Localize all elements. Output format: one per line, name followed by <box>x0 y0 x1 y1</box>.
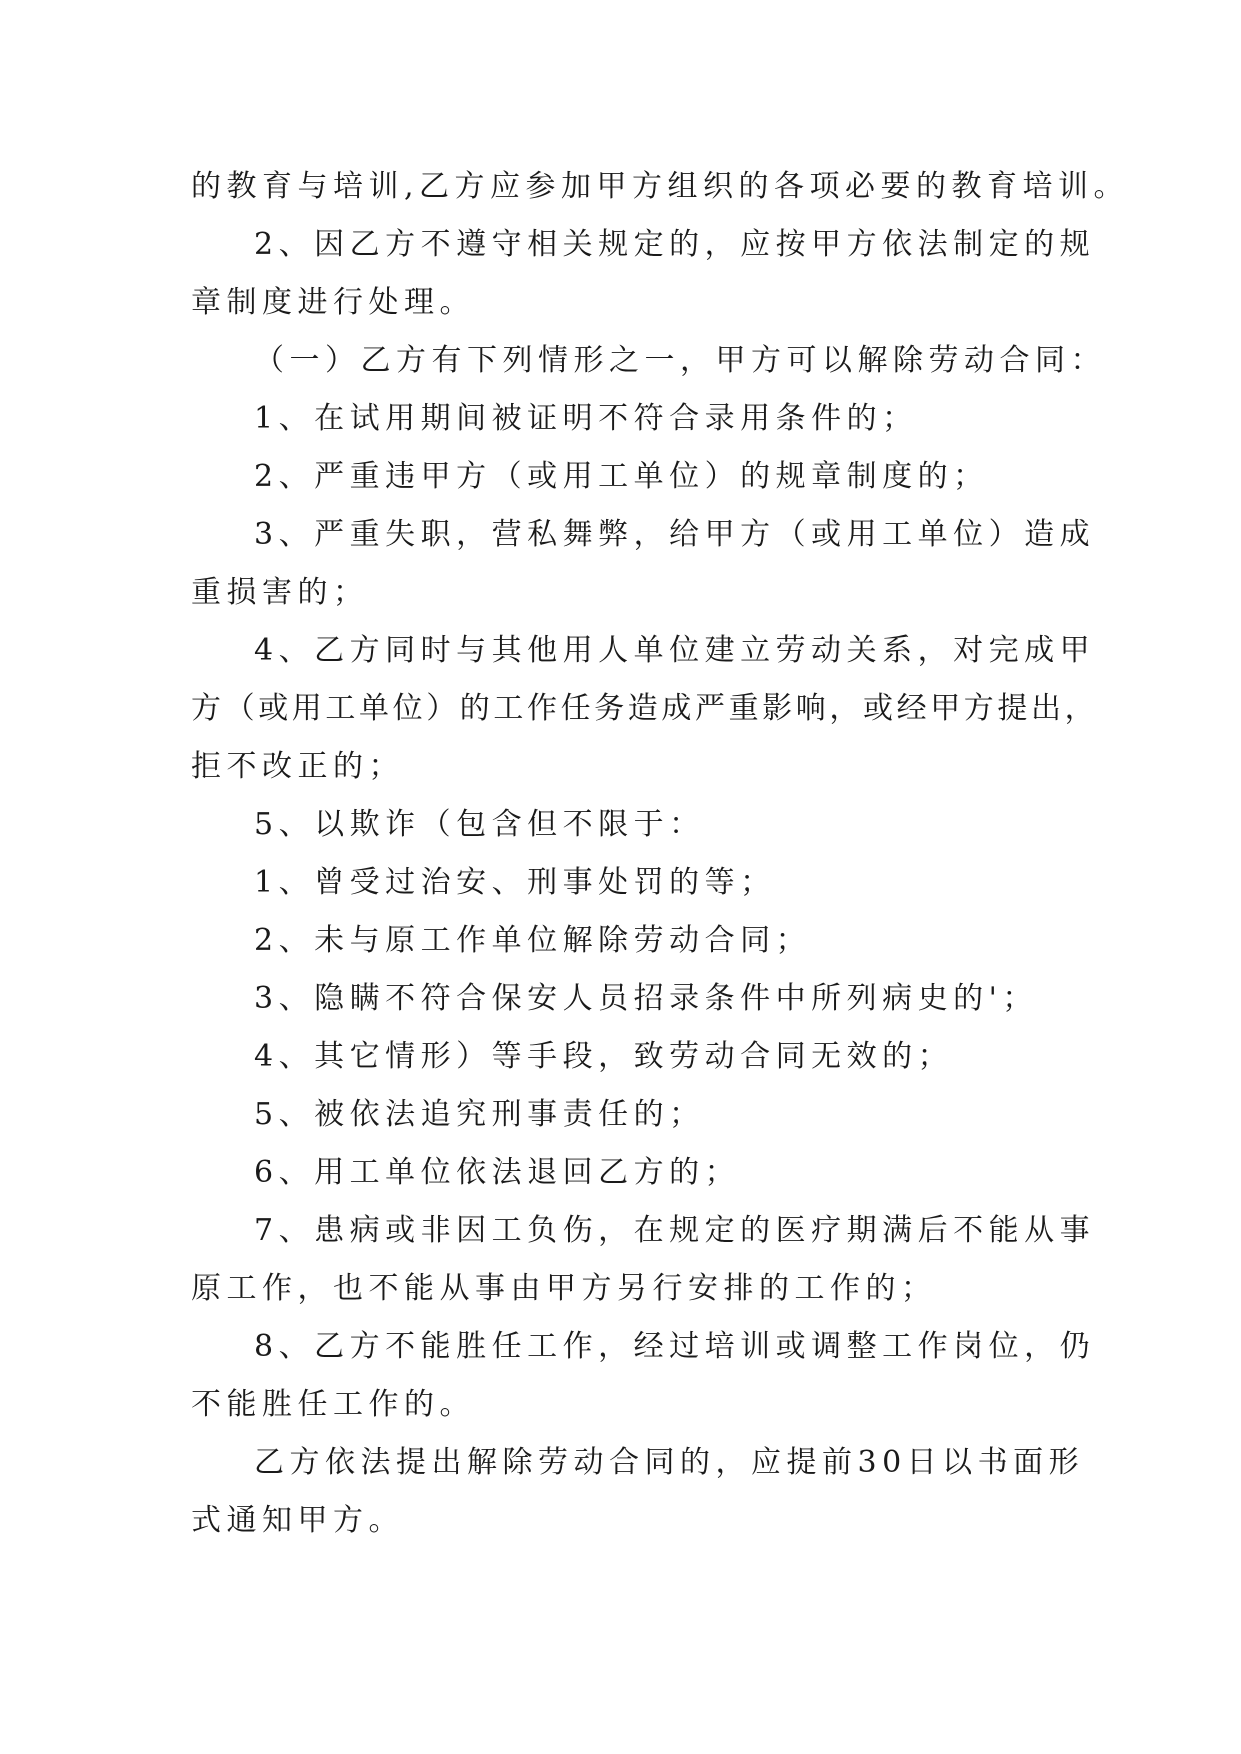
list-item: 4、乙方同时与其他用人单位建立劳动关系，对完成甲 <box>254 633 1096 668</box>
text-line: 乙方依法提出解除劳动合同的，应提前30日以书面形 <box>254 1445 1085 1480</box>
list-item: 5、被依法追究刑事责任的； <box>254 1097 705 1132</box>
list-item: 2、未与原工作单位解除劳动合同； <box>254 923 812 958</box>
list-item: 3、隐瞒不符合保安人员招录条件中所列病史的'； <box>254 981 1038 1016</box>
text-line: 的教育与培训,乙方应参加甲方组织的各项必要的教育培训。 <box>191 169 1130 204</box>
list-item: 2、严重违甲方（或用工单位）的规章制度的； <box>254 459 989 494</box>
text-line: 式通知甲方。 <box>191 1503 404 1538</box>
list-item: 8、乙方不能胜任工作，经过培训或调整工作岗位，仍 <box>254 1329 1096 1364</box>
section-heading: （一）乙方有下列情形之一，甲方可以解除劳动合同： <box>254 343 1106 378</box>
document-body <box>191 158 1130 1550</box>
text-line: 拒不改正的； <box>191 749 404 784</box>
list-item: 3、严重失职，营私舞弊，给甲方（或用工单位）造成 <box>254 517 1096 552</box>
list-item: 7、患病或非因工负伤，在规定的医疗期满后不能从事 <box>254 1213 1096 1248</box>
list-item: 4、其它情形）等手段，致劳动合同无效的； <box>254 1039 954 1074</box>
text-line: 章制度进行处理。 <box>191 285 475 320</box>
text-line: 方（或用工单位）的工作任务造成严重影响，或经甲方提出， <box>191 691 1099 726</box>
list-item: 6、用工单位依法退回乙方的； <box>254 1155 741 1190</box>
text-line: 原工作，也不能从事由甲方另行安排的工作的； <box>191 1271 937 1306</box>
text-line: 重损害的； <box>191 575 369 610</box>
text-line: 不能胜任工作的。 <box>191 1387 475 1422</box>
list-item: 5、以欺诈（包含但不限于： <box>254 807 705 842</box>
list-item: 1、曾受过治安、刑事处罚的等； <box>254 865 776 900</box>
list-item: 1、在试用期间被证明不符合录用条件的； <box>254 401 918 436</box>
text-line: 2、因乙方不遵守相关规定的，应按甲方依法制定的规 <box>254 227 1096 262</box>
